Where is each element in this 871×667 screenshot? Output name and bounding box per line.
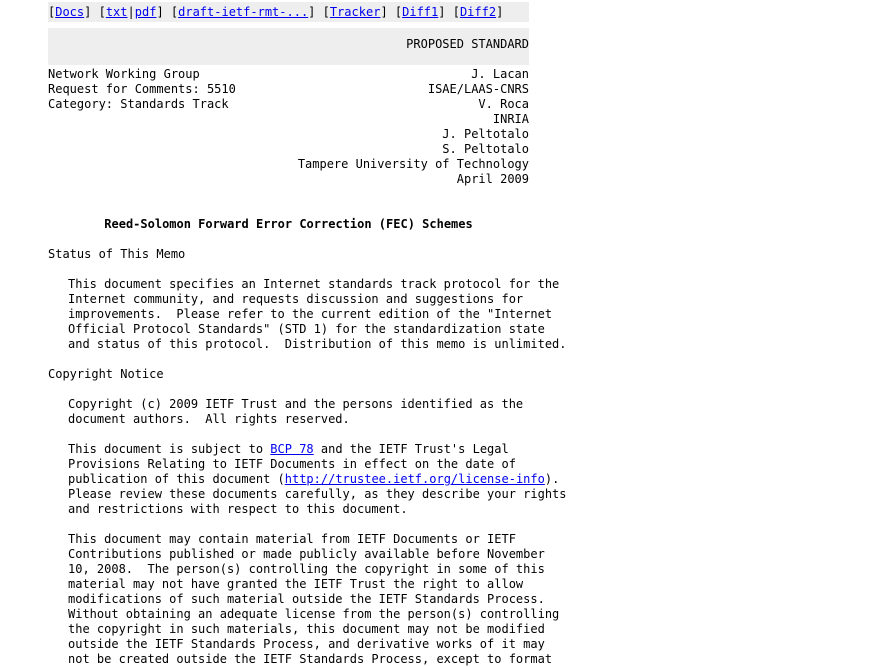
- paragraph-line: Provisions Relating to IETF Documents in effect on the date of: [68, 457, 516, 471]
- header-right-line: S. Peltotalo: [442, 142, 529, 156]
- paragraph-line: Contributions published or made publicly available before November: [68, 547, 545, 561]
- nav-link-txt[interactable]: txt: [105, 5, 128, 19]
- header-right-line: J. Peltotalo: [442, 127, 529, 141]
- header-left-line: Category: Standards Track: [48, 97, 229, 111]
- nav-bar: [Docs] [txt|pdf] [draft-ietf-rmt-...] [Tracker] [Diff1] [Diff2]: [48, 2, 529, 22]
- nav-link-pdf[interactable]: pdf: [134, 5, 157, 19]
- paragraph-line: 10, 2008. The person(s) controlling the copyright in some of this: [68, 562, 545, 576]
- header-right-line: J. Lacan: [471, 67, 529, 81]
- paragraph-line: This document specifies an Internet standards track protocol for the: [68, 277, 560, 291]
- text-span: and the IETF Trust's Legal: [313, 442, 509, 456]
- nav-link-draft[interactable]: draft-ietf-rmt-...: [178, 5, 309, 19]
- paragraph-line: Please review these documents carefully, as they describe your rights: [68, 487, 567, 501]
- status-paragraph: [68, 277, 567, 352]
- paragraph-line: modifications of such material outside the IETF Standards Process.: [68, 592, 545, 606]
- paragraph-line: [68, 442, 548, 457]
- header-right-line: Tampere University of Technology: [297, 157, 529, 171]
- paragraph-line: not be created outside the IETF Standards Process, except to format: [68, 652, 553, 666]
- license-info-link[interactable]: http://trustee.ietf.org/license-info: [284, 472, 545, 486]
- paragraph-line: This document may contain material from IETF Documents or IETF: [68, 532, 516, 546]
- copyright-paragraph-2: [68, 442, 567, 517]
- header-right-line: ISAE/LAAS-CNRS: [427, 82, 529, 96]
- paragraph-line: Without obtaining an adequate license from the person(s) controlling: [68, 607, 560, 621]
- header-right-line: April 2009: [456, 172, 529, 186]
- status-label: PROPOSED STANDARD: [406, 37, 529, 51]
- paragraph-line: and status of this protocol. Distribution of this memo is unlimited.: [68, 337, 567, 351]
- paragraph-line: material may not have granted the IETF Trust the right to allow: [68, 577, 524, 591]
- paragraph-line: Official Protocol Standards" (STD 1) for the standardization state: [68, 322, 545, 336]
- document-header: [48, 67, 529, 187]
- header-left-line: Request for Comments: 5510: [48, 82, 236, 96]
- nav-link-diff2[interactable]: Diff2: [459, 5, 497, 19]
- document-body: [48, 247, 567, 667]
- text-span: publication of this document (: [68, 472, 285, 486]
- text-span: This document is subject to: [68, 442, 271, 456]
- header-left-line: Network Working Group: [48, 67, 200, 81]
- nav-link-tracker[interactable]: Tracker: [329, 5, 381, 19]
- nav-link-docs[interactable]: Docs: [55, 5, 85, 19]
- copyright-paragraph-1: [68, 397, 548, 427]
- paragraph-line: Internet community, and requests discussion and suggestions for: [68, 292, 524, 306]
- header-right-line: V. Roca: [478, 97, 529, 111]
- status-bar: [48, 28, 529, 65]
- nav-link-diff1[interactable]: Diff1: [402, 5, 439, 19]
- section-heading-status: Status of This Memo: [48, 247, 186, 261]
- header-right-line: INRIA: [492, 112, 529, 126]
- paragraph-line: outside the IETF Standards Process, and derivative works of it may: [68, 637, 545, 651]
- paragraph-line: improvements. Please refer to the current edition of the "Internet: [68, 307, 553, 321]
- bcp78-link[interactable]: BCP 78: [270, 442, 314, 456]
- paragraph-line: and restrictions with respect to this document.: [68, 502, 408, 516]
- document-title: Reed-Solomon Forward Error Correction (FEC) Schemes: [104, 217, 473, 231]
- paragraph-line: the copyright in such materials, this document may not be modified: [68, 622, 545, 636]
- copyright-paragraph-3: [68, 532, 560, 667]
- paragraph-line: [68, 472, 560, 487]
- paragraph-line: document authors. All rights reserved.: [68, 412, 350, 426]
- paragraph-line: Copyright (c) 2009 IETF Trust and the persons identified as the: [68, 397, 524, 411]
- section-heading-copyright: Copyright Notice: [48, 367, 164, 381]
- text-span: ).: [544, 472, 560, 486]
